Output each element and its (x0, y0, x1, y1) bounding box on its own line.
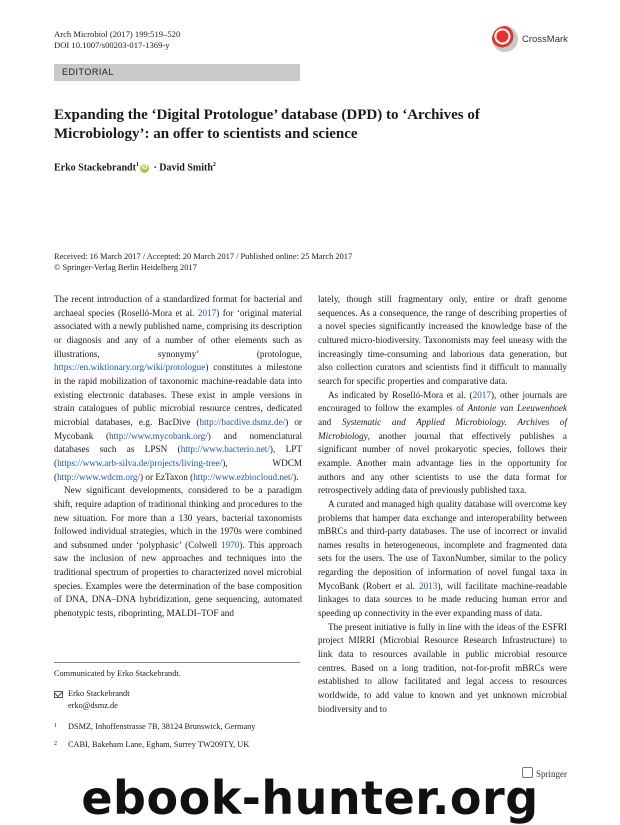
author-separator: · (153, 162, 157, 174)
footnote-divider (54, 662, 300, 663)
journal-name: Systematic and Applied Microbiology. Archives of Microbiology (318, 416, 567, 441)
paragraph: New significant developments, considered to be a paradigm shift, require adaption of traditional thinking and procedures to the new situation. For more than a 130 years, bacterial taxonomists followed individual strategies, which in the 1970s were combined and subsumed under ‘polyphasic’ (Colwell 1970). This approach saw the inclusion of new approaches and techniques into the traditional spectrum of properties to characterized novel microbial species. Examples were the determination of the base composition of DNA, DNA–DNA hybridization, gene sequencing, automated phenotypic tests, riboprinting, MALDI–TOF and (54, 485, 302, 619)
article-title: Expanding the ‘Digital Protologue’ database (DPD) to ‘Archives of Microbiology’: an offer to scientists and science (54, 107, 480, 142)
author-name[interactable]: Erko Stackebrandt (54, 162, 136, 174)
orcid-icon[interactable]: iD (141, 165, 148, 172)
crossmark-badge[interactable] (492, 26, 568, 54)
publication-dates (54, 251, 352, 273)
citation-link[interactable]: 1970 (220, 539, 240, 550)
corresponding-author: Erko Stackebrandt (68, 689, 130, 698)
paragraph: lately, though still fragmentary only, entire or draft genome sequences. As a consequence, the range of describing properties of a novel species significantly increased the knowledge base of the cultured micro-biodiversity. Taxonomists may feel uneasy with the increasingly time-consuming and laborious data generation, but also collection curators and scientists find it difficult to manually search for specific properties and comparative data. (318, 294, 567, 386)
history-dates: Received: 16 March 2017 / Accepted: 20 March 2017 / Published online: 25 March 2017 (54, 252, 353, 261)
url-link[interactable]: http://bacdive.dsmz.de/ (199, 416, 286, 427)
crossmark-label: CrossMark (522, 34, 568, 45)
body-column-right (318, 293, 567, 716)
section-label: EDITORIAL (54, 64, 300, 81)
crossmark-icon (492, 26, 518, 52)
springer-logo: Springer (522, 767, 567, 779)
url-link[interactable]: http://www.bacterio.net/ (180, 444, 270, 455)
copyright-line: © Springer-Verlag Berlin Heidelberg 2017 (54, 263, 197, 272)
paragraph: A curated and managed high quality database will overcome key problems that hamper data exchange and interoperability between mBRCs and third-party databases. The use of incorrect or invalid names results in heterogeneous, incomplete and fragmented data sets for the users. The use of TaxonNumber, similar to the policy regarding the deposition of information of novel fungal taxa in MycoBank (Robert et al. 2013), will facilitate machine-readable linkages to data sources to be made reducing human error and speeding up connectivity in the ever expanding mass of data. (318, 498, 567, 619)
citation-link[interactable]: 2017 (472, 389, 491, 400)
affiliation-marker: 1 (135, 162, 139, 168)
paragraph: As indicated by Roselló-Mora et al. (2017), other journals are encouraged to follow the examples of Antonie van Leeuwenhoek and Systematic and Applied Microbiology. Archives of Microbiology, another journal that effectively publishes a significant number of novel prokaryotic species, follows their example. Another main advantage lies in the opportunity for authors and any other scientists to use the data format for retrospectively adding data of previously published taxa. (318, 389, 568, 496)
body-column-left (54, 293, 302, 621)
citation-link[interactable]: 2017 (197, 307, 217, 318)
journal-name: Antonie van Leeuwenhoek (467, 403, 568, 414)
url-link[interactable]: http://www.ezbiocloud.net/ (193, 471, 294, 482)
author-name[interactable]: David Smith (159, 162, 213, 174)
citation-link[interactable]: 2013 (419, 580, 438, 591)
url-link[interactable]: http://www.mycobank.org/ (109, 430, 208, 441)
affiliation-1: DSMZ, Inhoffenstrasse 7B, 38124 Brunswick, Germany (68, 722, 256, 731)
url-link[interactable]: https://www.arb-silva.de/projects/living-tree/ (57, 457, 223, 468)
envelope-icon (54, 691, 63, 698)
url-link[interactable]: https://en.wiktionary.org/wiki/protologue (54, 362, 206, 373)
communicated-note: Communicated by Erko Stackebrandt. (54, 669, 181, 678)
paragraph: The recent introduction of a standardized format for bacterial and archaeal species (Roselló-Mora et al. 2017) for ‘original material associated with a newly published name, comprising its description or diagnosis and any of a number of other elements such as illustrations, synonymy’ (protologue, https://en.wiktionary.org/wiki/protologue) constitutes a milestone in the rapid mobilization of taxonomic machine-readable data into existing electronic databases. These exist in ample versions in strain catalogues of public microbial resource centres, dedicated microbial databases, e.g. BacDive (http://bacdive.dsmz.de/) or Mycobank (http://www.mycobank.org/) and nomenclatural databases such as LPSN (http://www.bacterio.net/), LPT (https://www.arb-silva.de/projects/living-tree/), WDCM (http://www.wdcm.org/) or EzTaxon (http://www.ezbiocloud.net/). (54, 294, 303, 482)
journal-citation: Arch Microbiol (2017) 199:519–520 (54, 29, 181, 39)
corresponding-email[interactable]: erko@dsmz.de (68, 701, 118, 710)
doi-line: DOI 10.1007/s00203-017-1369-y (54, 40, 170, 50)
affiliation-marker: 2 (212, 162, 216, 168)
affiliation-number: 2 (54, 741, 57, 747)
author-line (54, 162, 216, 173)
watermark-text: ebook-hunter.org (81, 771, 539, 825)
paragraph: The present initiative is fully in line with the ideas of the ESFRI project MIRRI (Microbial Resource Research Infrastructure) to link data to resources available in public microbial resource centres. Based on a long tradition, not-for-profit mBRCs were established to allow facilitated and legal access to resources worldwide, to add value to known and yet unknown microbial biodiversity and to (318, 621, 567, 714)
affiliation-2: CABI, Bakeham Lane, Egham, Surrey TW209TY, UK (68, 740, 250, 749)
url-link[interactable]: http://www.wdcm.org/ (57, 471, 141, 482)
affiliation-number: 1 (54, 723, 57, 729)
